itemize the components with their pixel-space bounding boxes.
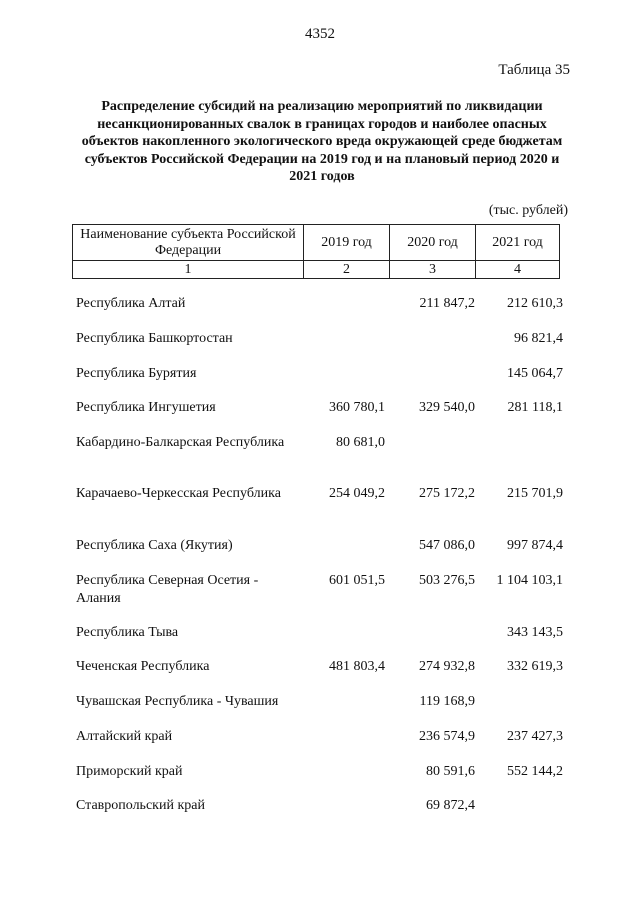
value-2020: 119 168,9: [419, 694, 475, 709]
subject-name: Республика Башкортостан: [76, 331, 233, 346]
subject-name: Чувашская Республика - Чувашия: [76, 694, 279, 709]
units-label: (тыс. рублей): [488, 203, 568, 218]
value-2021: 145 064,7: [507, 366, 563, 381]
subject-name: Республика Тыва: [76, 625, 179, 640]
value-2021: 212 610,3: [507, 296, 563, 311]
value-2019: 601 051,5: [329, 573, 385, 588]
header-num-3: 3: [390, 261, 476, 279]
document-title: Распределение субсидий на реализацию мероприятий по ликвидации несанкционированных свалок в границах городов и наиболее опасных объектов накопленного экологического вреда окружающей среде бюджетам субъектов Российской Федерации на 2019 год и на плановый период 2020 и 2021 годов: [81, 99, 563, 184]
subject-name: Республика Бурятия: [76, 366, 197, 381]
value-2021: 552 144,2: [507, 764, 563, 779]
value-2021: 96 821,4: [514, 331, 563, 346]
subject-name: Алтайский край: [76, 729, 173, 744]
value-2020: 236 574,9: [419, 729, 475, 744]
header-num-1: 1: [73, 261, 304, 279]
value-2020: 69 872,4: [426, 798, 475, 813]
header-subject-name: Наименование субъекта Российской Федерации: [73, 225, 304, 261]
subject-name: Приморский край: [76, 764, 183, 779]
value-2021: 997 874,4: [507, 538, 563, 553]
subject-name: Ставропольский край: [76, 798, 205, 813]
value-2021: 343 143,5: [507, 625, 563, 640]
value-2020: 274 932,8: [419, 659, 475, 674]
value-2020: 275 172,2: [419, 486, 475, 501]
header-2019: 2019 год: [304, 225, 390, 261]
subject-name: Республика Алтай: [76, 296, 186, 311]
value-2021: 1 104 103,1: [496, 573, 563, 588]
header-2021: 2021 год: [476, 225, 560, 261]
value-2021: 237 427,3: [507, 729, 563, 744]
value-2019: 254 049,2: [329, 486, 385, 501]
value-2019: 360 780,1: [329, 400, 385, 415]
value-2021: 281 118,1: [507, 400, 563, 415]
value-2020: 80 591,6: [426, 764, 475, 779]
value-2020: 329 540,0: [419, 400, 475, 415]
header-num-2: 2: [304, 261, 390, 279]
page-number: 4352: [305, 26, 335, 42]
subject-name: Республика Северная Осетия - Алания: [76, 573, 259, 606]
subject-name: Республика Ингушетия: [76, 400, 216, 415]
value-2020: 211 847,2: [419, 296, 475, 311]
table-header: [72, 224, 560, 279]
header-num-4: 4: [476, 261, 560, 279]
value-2020: 547 086,0: [419, 538, 475, 553]
subject-name: Карачаево-Черкесская Республика: [76, 486, 281, 501]
subject-name: Республика Саха (Якутия): [76, 538, 233, 553]
value-2019: 481 803,4: [329, 659, 385, 674]
value-2021: 215 701,9: [507, 486, 563, 501]
subject-name: Чеченская Республика: [76, 659, 210, 674]
subject-name: Кабардино-Балкарская Республика: [76, 435, 285, 450]
value-2021: 332 619,3: [507, 659, 563, 674]
table-label: Таблица 35: [498, 62, 570, 78]
value-2019: 80 681,0: [336, 435, 385, 450]
value-2020: 503 276,5: [419, 573, 475, 588]
header-2020: 2020 год: [390, 225, 476, 261]
